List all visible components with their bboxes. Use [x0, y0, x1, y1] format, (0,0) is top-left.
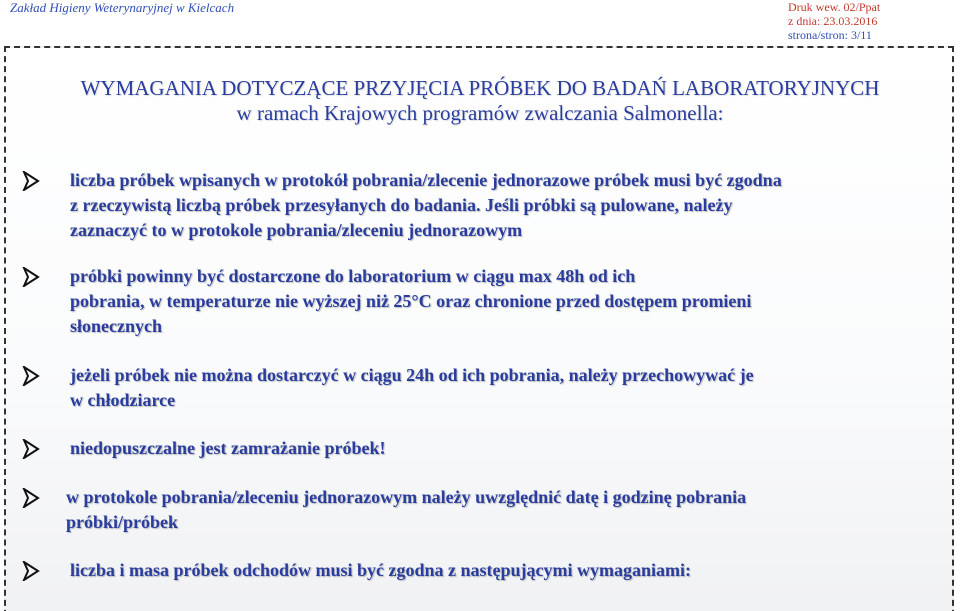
requirement-line: próbki powinny być dostarczone do laboratorium w ciągu max 48h od ich [70, 266, 636, 286]
arrowhead-bullet-icon [22, 439, 40, 459]
page-title: WYMAGANIA DOTYCZĄCE PRZYJĘCIA PRÓBEK DO BADAŃ LABORATORYJNYCH [80, 76, 880, 100]
requirement-text-4 [70, 436, 930, 461]
requirement-line: słonecznych [70, 316, 162, 336]
requirement-text-1 [70, 168, 930, 243]
arrowhead-bullet-icon [22, 488, 40, 508]
arrowhead-bullet-icon [22, 366, 40, 386]
header-page: strona/stron: 3/11 [788, 28, 872, 42]
arrowhead-bullet-icon [22, 267, 40, 287]
requirement-line: niedopuszczalne jest zamrażanie próbek! [70, 438, 386, 458]
requirement-text-2 [70, 264, 930, 339]
header-institution: Zakład Higieny Weterynaryjnej w Kielcach [10, 0, 235, 15]
requirement-line: liczba i masa próbek odchodów musi być zgodna z następującymi wymaganiami: [70, 560, 692, 580]
arrowhead-bullet-icon [22, 171, 40, 191]
header-edition: Druk wew. 02/Ppat [788, 0, 881, 14]
requirement-line: pobrania, w temperaturze nie wyższej niż 25°C oraz chronione przed dostępem promieni [70, 291, 752, 311]
requirement-line: z rzeczywistą liczbą próbek przesyłanych do badania. Jeśli próbki są pulowane, należy [70, 195, 733, 215]
requirement-line: w protokole pobrania/zleceniu jednorazowym należy uwzględnić datę i godzinę pobrania [66, 487, 747, 507]
requirement-line: zaznaczyć to w protokole pobrania/zleceniu jednorazowym [70, 220, 523, 240]
requirement-line: w chłodziarce [70, 390, 176, 410]
page-subtitle: w ramach Krajowych programów zwalczania Salmonella: [236, 101, 724, 125]
requirement-line: jeżeli próbek nie można dostarczyć w ciągu 24h od ich pobrania, należy przechowywać je [70, 365, 754, 385]
requirement-text-3 [70, 363, 930, 413]
header-document-info [788, 0, 880, 42]
requirement-line: liczba próbek wpisanych w protokół pobrania/zlecenie jednorazowe próbek musi być zgodna [70, 170, 782, 190]
requirement-text-5 [66, 485, 926, 535]
requirement-line: próbki/próbek [66, 512, 179, 532]
requirement-text-6 [70, 558, 930, 583]
arrowhead-bullet-icon [22, 561, 40, 581]
header-date: z dnia: 23.03.2016 [788, 14, 878, 28]
